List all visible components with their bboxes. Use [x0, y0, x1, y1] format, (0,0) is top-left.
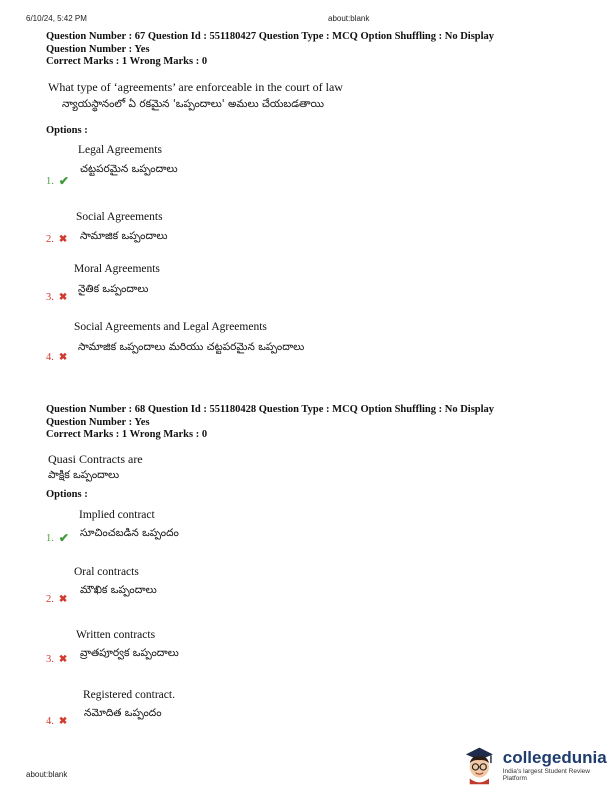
q67-option-3-en: Moral Agreements	[74, 263, 160, 275]
question-68-text-te: పాక్షిక ఒప్పందాలు	[48, 469, 120, 481]
wrong-cross-icon: ✖	[58, 716, 68, 727]
brand-tagline: India's largest Student Review Platform	[502, 768, 590, 782]
question-68-options-label: Options :	[46, 489, 88, 500]
option-number: 2.	[46, 594, 54, 605]
q67-option-3-number	[46, 292, 67, 303]
question-meta-line1: Question Number : 68 Question Id : 551180428 Question Type : MCQ Option Shuffling : No Display	[46, 404, 495, 415]
option-number: 1.	[46, 176, 54, 187]
option-number: 3.	[46, 292, 54, 303]
question-68-text-en: Quasi Contracts are	[48, 452, 143, 466]
mascot-icon	[462, 745, 497, 785]
question-67-options-label: Options :	[46, 125, 88, 136]
question-meta-line3: Correct Marks : 1 Wrong Marks : 0	[46, 429, 208, 440]
question-67-meta	[46, 31, 494, 69]
q68-option-1-number	[46, 531, 69, 546]
option-number: 4.	[46, 716, 54, 727]
q67-option-1-en: Legal Agreements	[78, 144, 162, 156]
q67-option-2-te: సామాజిక ఒప్పందాలు	[80, 230, 168, 242]
question-meta-line3: Correct Marks : 1 Wrong Marks : 0	[46, 56, 208, 67]
correct-check-icon: ✔	[58, 531, 69, 545]
q67-option-4-en: Social Agreements and Legal Agreements	[74, 321, 267, 333]
q67-option-4-te: సామాజిక ఒప్పందాలు మరియు చట్టపరమైన ఒప్పందాలు	[78, 341, 305, 353]
q68-option-2-number	[46, 594, 67, 605]
q68-option-1-en: Implied contract	[79, 509, 155, 521]
wrong-cross-icon: ✖	[58, 352, 68, 363]
wrong-cross-icon: ✖	[58, 654, 68, 665]
q67-option-3-te: నైతిక ఒప్పందాలు	[78, 283, 149, 295]
wrong-cross-icon: ✖	[58, 292, 68, 303]
q68-option-2-en: Oral contracts	[74, 566, 139, 578]
q68-option-3-number	[46, 654, 67, 665]
brand-logo	[462, 745, 612, 785]
option-number: 4.	[46, 352, 54, 363]
q68-option-4-number	[46, 716, 67, 727]
q67-option-4-number	[46, 352, 67, 363]
brand-name: collegedunia	[502, 748, 607, 767]
q68-option-4-te: నమోదిత ఒప్పందం	[84, 707, 162, 719]
question-67-text-en: What type of ‘agreements’ are enforceable in the court of law	[48, 80, 343, 94]
brand-text	[503, 748, 612, 782]
footer-url: about:blank	[26, 770, 68, 779]
option-number: 2.	[46, 234, 54, 245]
print-url: about:blank	[328, 14, 370, 23]
q68-option-2-te: మౌఖిక ఒప్పందాలు	[80, 584, 157, 596]
question-meta-line2: Question Number : Yes	[46, 43, 150, 55]
q68-option-3-te: వ్రాతపూర్వక ఒప్పందాలు	[80, 647, 179, 659]
option-number: 3.	[46, 654, 54, 665]
q67-option-2-number	[46, 234, 67, 245]
q68-option-3-en: Written contracts	[76, 629, 156, 641]
question-meta-line1: Question Number : 67 Question Id : 551180427 Question Type : MCQ Option Shuffling : No Display	[46, 31, 495, 42]
print-datetime: 6/10/24, 5:42 PM	[26, 14, 87, 23]
q68-option-4-en: Registered contract.	[83, 689, 175, 701]
question-68-meta	[46, 404, 494, 442]
option-number: 1.	[46, 533, 54, 544]
q67-option-1-number	[46, 174, 69, 189]
q68-option-1-te: సూచించబడిన ఒప్పందం	[80, 527, 179, 539]
question-meta-line2: Question Number : Yes	[46, 416, 150, 428]
q67-option-2-en: Social Agreements	[76, 211, 163, 223]
q67-option-1-te: చట్టపరమైన ఒప్పందాలు	[80, 163, 178, 175]
correct-check-icon: ✔	[58, 174, 69, 188]
wrong-cross-icon: ✖	[58, 234, 68, 245]
question-67-text-te: న్యాయస్థానంలో ఏ రకమైన 'ఒప్పందాలు' అమలు చేయబడతాయి	[62, 98, 325, 110]
wrong-cross-icon: ✖	[58, 594, 68, 605]
